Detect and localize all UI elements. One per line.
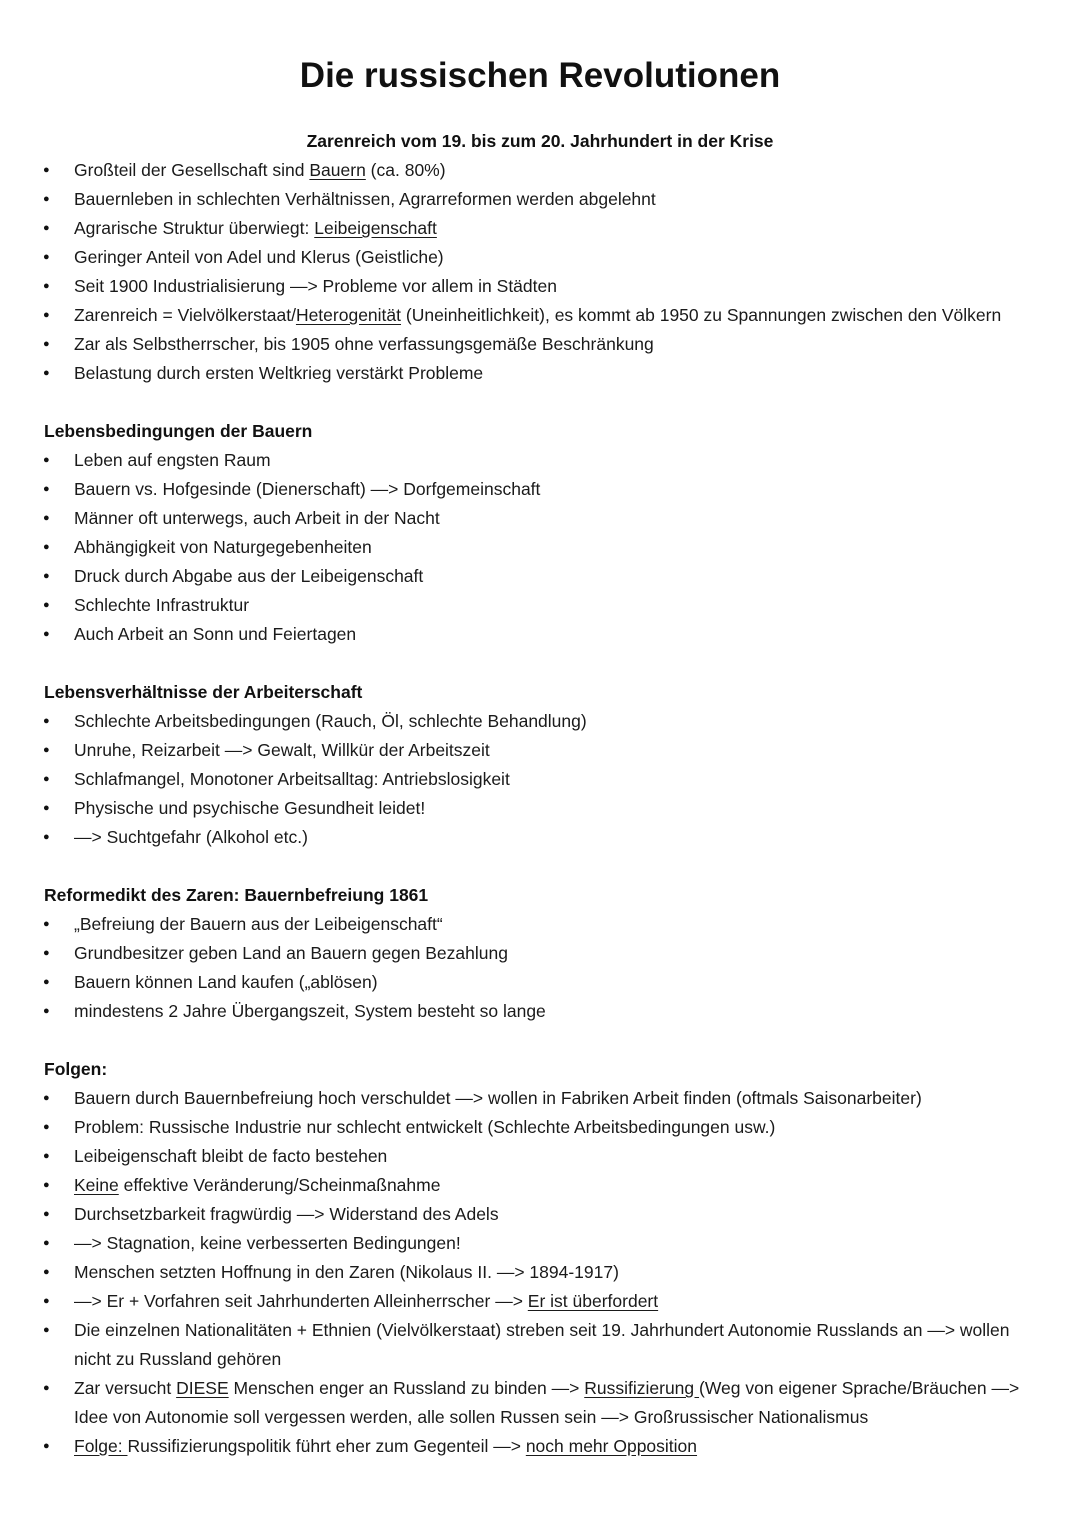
text-segment: (ca. 80%) <box>365 160 446 180</box>
text-segment: Agrarische Struktur überwiegt: <box>74 218 315 238</box>
text-segment: Unruhe, Reizarbeit —> Gewalt, Willkür der Arbeitszeit <box>74 740 490 760</box>
text-segment: Menschen enger an Russland zu binden —> <box>228 1378 585 1398</box>
list-item <box>0 1200 1080 1229</box>
underlined-text: Heterogenität <box>295 305 402 325</box>
underlined-text: Keine <box>74 1175 119 1195</box>
list-item <box>0 504 1080 533</box>
text-segment: Bauern können Land kaufen („ablösen) <box>74 972 378 992</box>
text-segment: Zar als Selbstherrscher, bis 1905 ohne verfassungsgemäße Beschränkung <box>74 334 654 354</box>
list-item <box>0 1229 1080 1258</box>
text-segment: Durchsetzbarkeit fragwürdig —> Widerstand des Adels <box>74 1204 499 1224</box>
list-item <box>0 707 1080 736</box>
list-item <box>0 910 1080 939</box>
list-item <box>0 1171 1080 1200</box>
list-item <box>0 562 1080 591</box>
section-reformedikt <box>0 881 1080 1026</box>
underlined-text: Bauern <box>309 160 366 180</box>
text-segment: Abhängigkeit von Naturgegebenheiten <box>74 537 372 557</box>
text-segment: Auch Arbeit an Sonn und Feiertagen <box>74 624 357 644</box>
section-folgen <box>0 1055 1080 1461</box>
underlined-text: Er ist überfordert <box>527 1291 659 1311</box>
list-item <box>0 156 1080 185</box>
text-segment: Physische und psychische Gesundheit leidet! <box>74 798 426 818</box>
list-item <box>0 533 1080 562</box>
list-item <box>0 1374 1080 1432</box>
list-item <box>0 939 1080 968</box>
list-item <box>0 794 1080 823</box>
text-segment: „Befreiung der Bauern aus der Leibeigenschaft“ <box>74 914 443 934</box>
text-segment: Zar versucht <box>74 1378 177 1398</box>
text-segment: Leben auf engsten Raum <box>74 450 271 470</box>
text-segment: (Uneinheitlichkeit), es kommt ab 1950 zu Spannungen zwischen den Völkern <box>401 305 1002 325</box>
list-item <box>0 997 1080 1026</box>
text-segment: Belastung durch ersten Weltkrieg verstärkt Probleme <box>74 363 484 383</box>
list-item <box>0 823 1080 852</box>
text-segment: —> Er + Vorfahren seit Jahrhunderten Alleinherrscher —> <box>74 1291 528 1311</box>
text-segment: Russifizierungspolitik führt eher zum Gegenteil —> <box>127 1436 526 1456</box>
underlined-text: Leibeigenschaft <box>314 218 437 238</box>
underlined-text: DIESE <box>176 1378 229 1398</box>
text-segment: —> Suchtgefahr (Alkohol etc.) <box>74 827 308 847</box>
list-item <box>0 243 1080 272</box>
section-heading: Reformedikt des Zaren: Bauernbefreiung 1861 <box>44 885 429 905</box>
section-zarenreich <box>0 127 1080 388</box>
list-item <box>0 968 1080 997</box>
bullet-list <box>0 1084 1080 1461</box>
text-segment: Schlafmangel, Monotoner Arbeitsalltag: Antriebslosigkeit <box>74 769 510 789</box>
list-item <box>0 1142 1080 1171</box>
list-item <box>0 1084 1080 1113</box>
list-item <box>0 446 1080 475</box>
text-segment: effektive Veränderung/Scheinmaßnahme <box>118 1175 441 1195</box>
text-segment: Seit 1900 Industrialisierung —> Probleme vor allem in Städten <box>74 276 557 296</box>
list-item <box>0 330 1080 359</box>
text-segment: (Weg von eigener Sprache/Bräuchen —> Idee von Autonomie soll vergessen werden, alle sollen Russen sein —> Großrussischer Nationalismus <box>74 1378 1020 1427</box>
underlined-text: Russifizierung <box>584 1378 700 1398</box>
page-title: Die russischen Revolutionen <box>299 56 781 95</box>
section-heading: Lebensverhältnisse der Arbeiterschaft <box>44 682 363 702</box>
text-segment: Großteil der Gesellschaft sind <box>74 160 310 180</box>
section-heading: Zarenreich vom 19. bis zum 20. Jahrhundert in der Krise <box>306 131 774 151</box>
text-segment: Problem: Russische Industrie nur schlecht entwickelt (Schlechte Arbeitsbedingungen usw.) <box>74 1117 776 1137</box>
section-lebensbedingungen-bauern <box>0 417 1080 649</box>
bullet-list <box>0 707 1080 852</box>
text-segment: Die einzelnen Nationalitäten + Ethnien (Vielvölkerstaat) streben seit 19. Jahrhundert Autonomie Russlands an —> wollen nicht zu Russland gehören <box>74 1320 1010 1369</box>
bullet-list <box>0 446 1080 649</box>
list-item <box>0 620 1080 649</box>
text-segment: Männer oft unterwegs, auch Arbeit in der Nacht <box>74 508 440 528</box>
underlined-text: Folge: <box>74 1436 128 1456</box>
list-item <box>0 272 1080 301</box>
text-segment: Leibeigenschaft bleibt de facto bestehen <box>74 1146 388 1166</box>
text-segment: Bauern vs. Hofgesinde (Dienerschaft) —> Dorfgemeinschaft <box>74 479 541 499</box>
section-heading: Lebensbedingungen der Bauern <box>44 421 313 441</box>
list-item <box>0 1287 1080 1316</box>
list-item <box>0 736 1080 765</box>
list-item <box>0 1432 1080 1461</box>
list-item <box>0 765 1080 794</box>
text-segment: Schlechte Infrastruktur <box>74 595 250 615</box>
bullet-list <box>0 156 1080 388</box>
list-item <box>0 1113 1080 1142</box>
text-segment: Schlechte Arbeitsbedingungen (Rauch, Öl, schlechte Behandlung) <box>74 711 587 731</box>
list-item <box>0 475 1080 504</box>
list-item <box>0 185 1080 214</box>
bullet-list <box>0 910 1080 1026</box>
text-segment: Bauern durch Bauernbefreiung hoch verschuldet —> wollen in Fabriken Arbeit finden (oftmals Saisonarbeiter) <box>74 1088 922 1108</box>
text-segment: Druck durch Abgabe aus der Leibeigenschaft <box>74 566 424 586</box>
section-heading: Folgen: <box>44 1059 108 1079</box>
underlined-text: noch mehr Opposition <box>525 1436 698 1456</box>
text-segment: Geringer Anteil von Adel und Klerus (Geistliche) <box>74 247 444 267</box>
text-segment: mindestens 2 Jahre Übergangszeit, System besteht so lange <box>74 1001 546 1021</box>
list-item <box>0 1258 1080 1287</box>
section-lebensverhaeltnisse-arbeiterschaft <box>0 678 1080 852</box>
text-segment: Bauernleben in schlechten Verhältnissen, Agrarreformen werden abgelehnt <box>74 189 656 209</box>
text-segment: —> Stagnation, keine verbesserten Bedingungen! <box>74 1233 461 1253</box>
text-segment: Grundbesitzer geben Land an Bauern gegen Bezahlung <box>74 943 508 963</box>
list-item <box>0 301 1080 330</box>
list-item <box>0 591 1080 620</box>
text-segment: Zarenreich = Vielvölkerstaat/ <box>74 305 296 325</box>
text-segment: Menschen setzten Hoffnung in den Zaren (Nikolaus II. —> 1894-1917) <box>74 1262 619 1282</box>
list-item <box>0 214 1080 243</box>
list-item <box>0 1316 1080 1374</box>
list-item <box>0 359 1080 388</box>
